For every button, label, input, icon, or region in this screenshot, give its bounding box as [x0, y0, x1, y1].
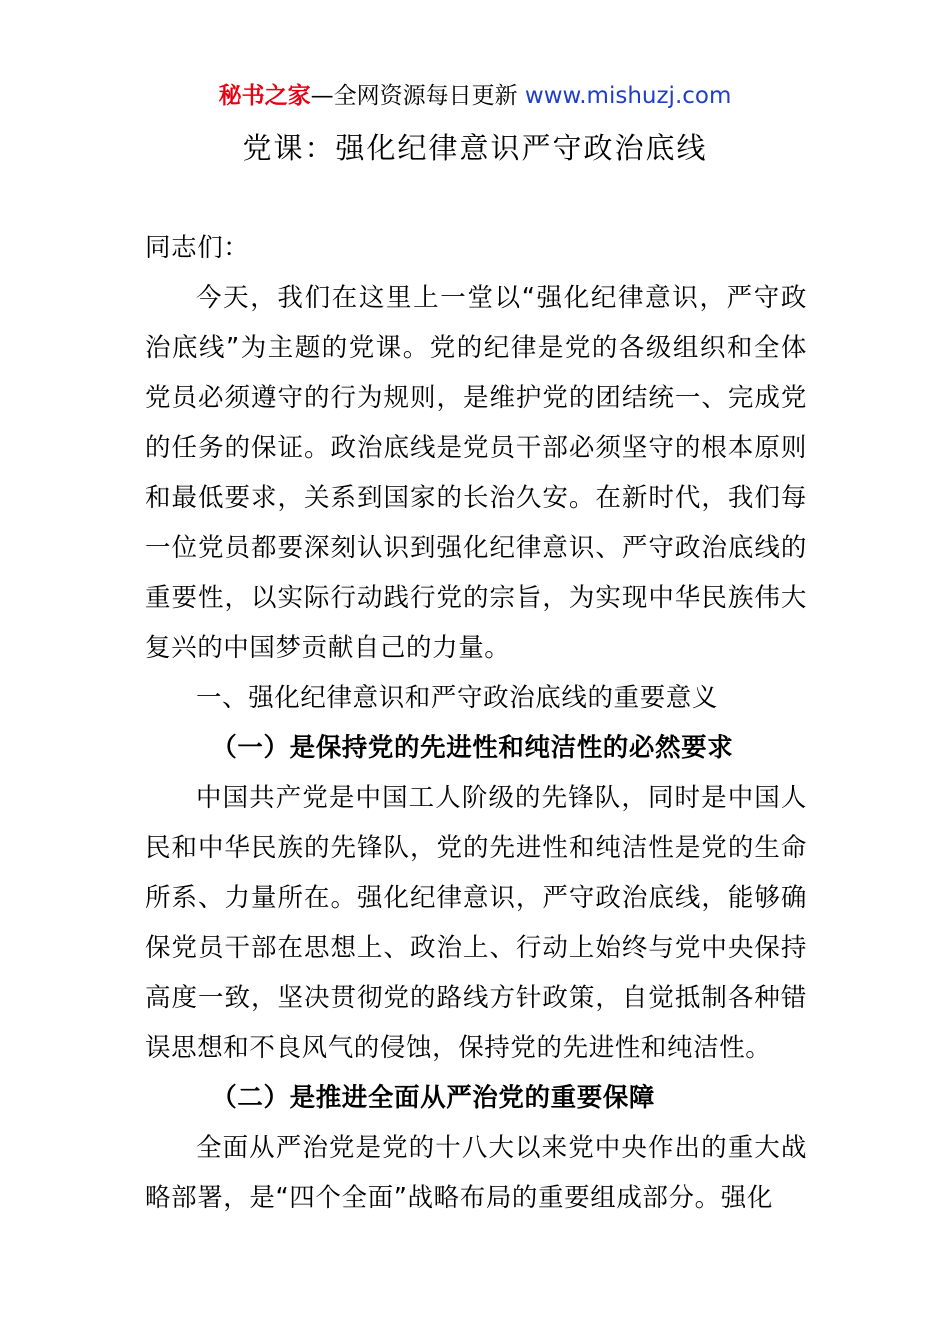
subsection-heading-2: （二）是推进全面从严治党的重要保障 — [211, 1083, 655, 1113]
paragraph-1: 中国共产党是中国工人阶级的先锋队，同时是中国人民和中华民族的先锋队，党的先进性和纯洁性是党的生命所系、力量所在。强化纪律意识，严守政治底线，能够确保党员干部在思想上、政治上、行动上始终与党中央保持高度一致，坚决贯彻党的路线方针政策，自觉抵制各种错误思想和不良风气的侵蚀，保持党的先进性和纯洁性。 — [145, 783, 807, 1063]
site-url-link[interactable]: www.mishuzj.com — [524, 83, 732, 109]
site-slogan: —全网资源每日更新 — [310, 83, 525, 109]
salutation: 同志们： — [145, 233, 250, 263]
site-header — [0, 80, 950, 112]
paragraph-2: 全面从严治党是党的十八大以来党中央作出的重大战略部署，是“四个全面”战略布局的重要组成部分。强化 — [145, 1133, 807, 1213]
site-brand: 秘书之家 — [218, 83, 311, 109]
paragraph-intro: 今天，我们在这里上一堂以“强化纪律意识，严守政治底线”为主题的党课。党的纪律是党的各级组织和全体党员必须遵守的行为规则，是维护党的团结统一、完成党的任务的保证。政治底线是党员干部必须坚守的根本原则和最低要求，关系到国家的长治久安。在新时代，我们每一位党员都要深刻认识到强化纪律意识、严守政治底线的重要性，以实际行动践行党的宗旨，为实现中华民族伟大复兴的中国梦贡献自己的力量。 — [145, 283, 807, 663]
subsection-heading-1: （一）是保持党的先进性和纯洁性的必然要求 — [211, 733, 734, 763]
section-heading-1: 一、强化纪律意识和严守政治底线的重要意义 — [196, 683, 719, 713]
document-title: 党课：强化纪律意识严守政治底线 — [242, 131, 708, 165]
document-body — [145, 223, 807, 1223]
